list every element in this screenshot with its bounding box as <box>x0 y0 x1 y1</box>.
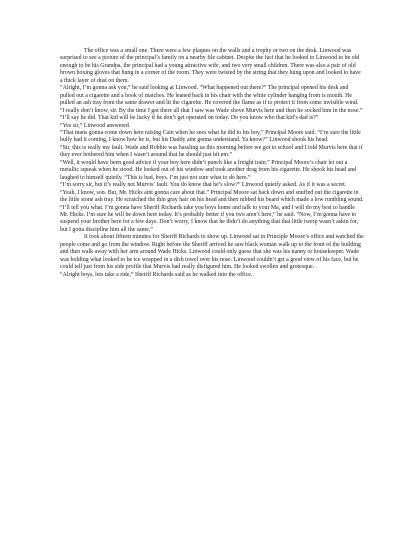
paragraph: “I’ll tell you what. I’m gonna have Sheriff Richards take you boys home and talk to your Ma, and I will do my best to handle Mr. Hicks. I’m sure he will be down here today. It’s probably better if you two aren’t here,” he said. “Now, I’m gonna have to suspend your brother here for a few days. Don’t worry, I know that he didn’t do anything that that little twerp wasn’t askin for, but I gotta discipline him all the same.” <box>60 204 359 233</box>
paragraph: “That mans gonna come down here raising Cain when he sees what he did to his boy,” Principal Moore said. “I’m sure the little bully had it coming, I know how he is, but his Daddy aint gonna understand. Ya know?” Linwood shook his head. <box>60 129 361 144</box>
paragraph: “Alright boys, lets take a ride,” Sheriff Richards said as he walked into the office. <box>60 271 253 278</box>
paragraph: “Sir, this is really my fault. Wade and Robbie was hassling us this morning before we got to school and I told Murvis here that if they ever bothered him when I wasn’t around that he should just hit em.” <box>60 144 363 159</box>
paragraph: “Well, it would have been good advice if your boy here didn’t punch like a freight train.” Principal Moore’s chair let out a metallic squeak when he stood. He looked out of his window and took another drag from his cigarette. He shook his head and laughed to himself quietly. “This is bad, boys. I’m just not sure what to do here.” <box>60 159 357 181</box>
paragraph: The office was a small one. There were a few plaques on the walls and a trophy or two on the desk. Linwood was surprised to see a picture of the principal’s family on a nearby file cabinet. Despite the fact that he looked to Linwood to be old enough to be his Grandpa, the principal had a young attractive wife, and two very small children. There was also a pair of old brown boxing gloves that hung in a corner of the room. They were twisted by the string that they hung upon and looked to have a thick layer of dust on them. <box>60 48 361 84</box>
paragraph: “I’ll say he did. That kid will be lucky if he don’t get operated on today. Do you know who that kid’s dad is?” <box>60 115 319 122</box>
paragraph: “I’m sorry sir, but it’s really not Murvis’ fault. You do know that he’s slow?” Linwood quietly asked. As if it was a secret. <box>60 182 347 189</box>
paragraph: It took about fifteen minutes for Sheriff Richards to show up. Linwood sat in Principle Moore’s office and watched the people come and go from the window. Right before the Sheriff arrived he saw black woman walk up to the front of the building and then walk away with her arm around Wade Hicks. Linwood could only guess that she was his nanny or housekeeper. Wade was holding what looked to be ice wrapped in a dish towel over his nose. Linwood couldn’t get a good view of his face, but he could tell just from his side profile that Murvis had really disfigured him. He looked swollen and grotesque. <box>60 234 364 271</box>
paragraph: “Alright, I’m gonna ask you,” he said looking at Linwood. “What happened out there?” The principal opened his desk and pulled out a cigarette and a book of matches. He leaned back in his chair with the white cylinder hanging from is mouth. He pulled an ash tray from the same drawer and lit the cigarette. He covered the flame as if to protect it from some invisible wind. <box>60 85 359 107</box>
paragraph: “Yeah, I know, son. But, Mr. Hicks aint gonna care about that.” Principal Moore sat back down and snuffed out the cigarette in the little stone ash tray. He scratched the thin gray hair on his head and then rubbed his beard which made a low rumbling sound. <box>60 189 364 204</box>
paragraph: “I really don’t know, sir. By the time I got there all that I saw was Wade shove Murvis here and then he socked him in the nose.” <box>60 107 363 114</box>
paragraph: “Yes sir,” Linwood answered. <box>60 122 131 129</box>
document-page <box>60 48 364 279</box>
